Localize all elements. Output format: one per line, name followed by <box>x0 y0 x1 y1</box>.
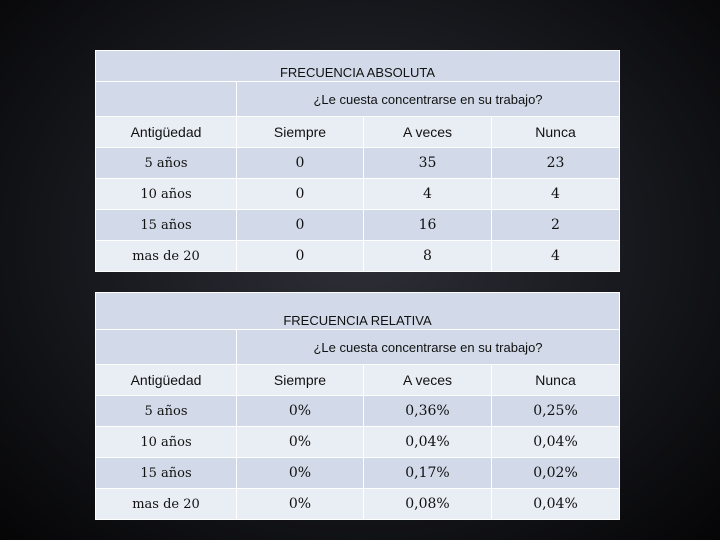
header-antiguedad: Antigüedad <box>96 365 237 396</box>
cell-a-veces: 8 <box>364 241 492 272</box>
header-a-veces: A veces <box>364 365 492 396</box>
cell-siempre: 0% <box>237 396 364 427</box>
table-row <box>96 241 620 272</box>
header-nunca: Nunca <box>492 117 620 148</box>
table-row <box>96 489 620 520</box>
cell-a-veces: 0,08% <box>364 489 492 520</box>
relative-question: ¿Le cuesta concentrarse en su trabajo? <box>237 330 620 365</box>
cell-nunca: 2 <box>492 210 620 241</box>
cell-siempre: 0 <box>237 179 364 210</box>
relative-header-row <box>96 365 620 396</box>
cell-nunca: 0,02% <box>492 458 620 489</box>
absolute-question: ¿Le cuesta concentrarse en su trabajo? <box>237 82 620 117</box>
header-siempre: Siempre <box>237 365 364 396</box>
row-label: 5 años <box>96 396 237 427</box>
relative-frequency-table <box>95 292 620 520</box>
table-row <box>96 148 620 179</box>
cell-nunca: 4 <box>492 241 620 272</box>
cell-siempre: 0 <box>237 241 364 272</box>
cell-siempre: 0% <box>237 458 364 489</box>
absolute-question-spacer <box>96 82 237 117</box>
header-antiguedad: Antigüedad <box>96 117 237 148</box>
header-a-veces: A veces <box>364 117 492 148</box>
header-nunca: Nunca <box>492 365 620 396</box>
cell-nunca: 0,04% <box>492 427 620 458</box>
cell-a-veces: 16 <box>364 210 492 241</box>
cell-a-veces: 0,17% <box>364 458 492 489</box>
cell-nunca: 23 <box>492 148 620 179</box>
cell-siempre: 0 <box>237 210 364 241</box>
cell-siempre: 0 <box>237 148 364 179</box>
absolute-table-title: FRECUENCIA ABSOLUTA <box>96 51 620 82</box>
table-row <box>96 427 620 458</box>
table-row <box>96 396 620 427</box>
row-label: 15 años <box>96 210 237 241</box>
row-label: mas de 20 <box>96 241 237 272</box>
absolute-header-row <box>96 117 620 148</box>
row-label: 10 años <box>96 179 237 210</box>
header-siempre: Siempre <box>237 117 364 148</box>
cell-a-veces: 0,04% <box>364 427 492 458</box>
relative-table-title: FRECUENCIA RELATIVA <box>96 293 620 330</box>
row-label: 5 años <box>96 148 237 179</box>
table-row <box>96 458 620 489</box>
cell-nunca: 0,25% <box>492 396 620 427</box>
cell-nunca: 4 <box>492 179 620 210</box>
row-label: mas de 20 <box>96 489 237 520</box>
cell-a-veces: 4 <box>364 179 492 210</box>
table-row <box>96 210 620 241</box>
row-label: 10 años <box>96 427 237 458</box>
cell-siempre: 0% <box>237 427 364 458</box>
table-row <box>96 179 620 210</box>
relative-question-spacer <box>96 330 237 365</box>
absolute-frequency-table <box>95 50 620 272</box>
cell-siempre: 0% <box>237 489 364 520</box>
cell-nunca: 0,04% <box>492 489 620 520</box>
cell-a-veces: 35 <box>364 148 492 179</box>
cell-a-veces: 0,36% <box>364 396 492 427</box>
row-label: 15 años <box>96 458 237 489</box>
